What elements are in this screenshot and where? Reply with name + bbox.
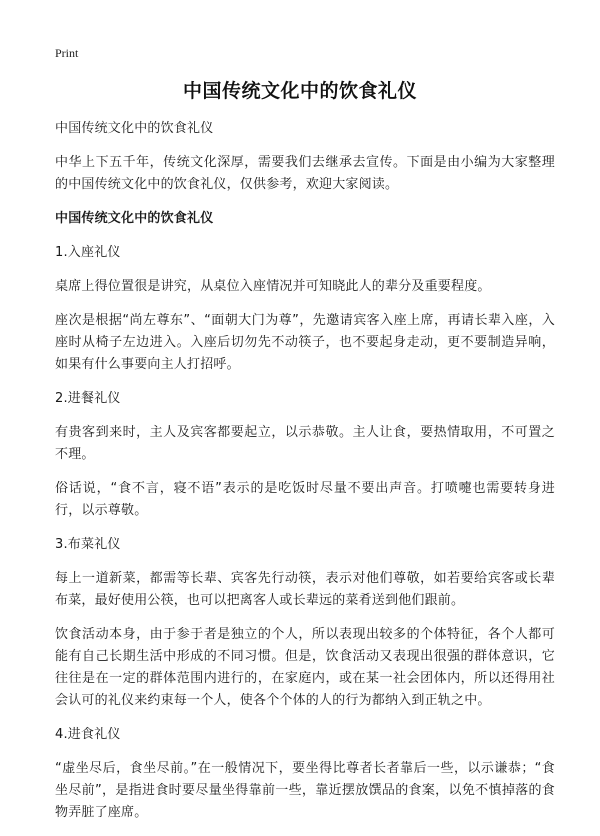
article-subtitle: 中国传统文化中的饮食礼仪 <box>55 121 214 136</box>
section-heading: 4.进食礼仪 <box>55 727 121 742</box>
bold-heading: 中国传统文化中的饮食礼仪 <box>55 211 214 226</box>
paragraph: 有贵客到来时，主人及宾客都要起立，以示恭敬。主人让食，要热情取用，不可置之不理。 <box>55 425 555 462</box>
paragraph: 桌席上得位置很是讲究，从桌位入座情况并可知晓此人的辈分及重要程度。 <box>55 279 491 294</box>
section-heading: 3.布菜礼仪 <box>55 537 121 552</box>
paragraph: 每上一道新菜，都需等长辈、宾客先行动筷，表示对他们尊敬，如若要给宾客或长辈布菜，最好使用公筷，也可以把离客人或长辈远的菜肴送到他们跟前。 <box>55 571 555 608</box>
paragraph: 饮食活动本身，由于参于者是独立的个人，所以表现出较多的个体特征，各个人都可能有自己长期生活中形成的不同习惯。但是，饮食活动又表现出很强的群体意识，它往往是在一定的群体范围内进行的，在家庭内，或在某一社会团体内，所以还得用社会认可的礼仪来约束每一个人，使各个个体的人的行为都纳入到正轨之中。 <box>55 627 555 708</box>
section-heading: 2.进餐礼仪 <box>55 391 121 406</box>
paragraph: 座次是根据“尚左尊东”、“面朝大门为尊”，先邀请宾客入座上席，再请长辈入座，入座时从椅子左边进入。入座后切勿先不动筷子，也不要起身走动，更不要制造异响，如果有什么事要向主人打招呼。 <box>55 313 555 372</box>
paragraph: 俗话说，“食不言，寝不语”表示的是吃饭时尽量不要出声音。打喷嚏也需要转身进行，以示尊敬。 <box>55 481 555 518</box>
article-body <box>55 118 555 836</box>
section-heading: 1.入座礼仪 <box>55 245 121 260</box>
print-label: Print <box>55 46 79 60</box>
paragraph: “虚坐尽后，食坐尽前。”在一般情况下，要坐得比尊者长者靠后一些，以示谦恭；“食坐尽前”，是指进食时要尽量坐得靠前一些，靠近摆放馔品的食案，以免不慎掉落的食物弄脏了座席。 <box>55 761 555 820</box>
intro-paragraph: 中华上下五千年，传统文化深厚，需要我们去继承去宣传。下面是由小编为大家整理的中国传统文化中的饮食礼仪，仅供参考，欢迎大家阅读。 <box>55 155 555 192</box>
page-title: 中国传统文化中的饮食礼仪 <box>182 80 417 102</box>
